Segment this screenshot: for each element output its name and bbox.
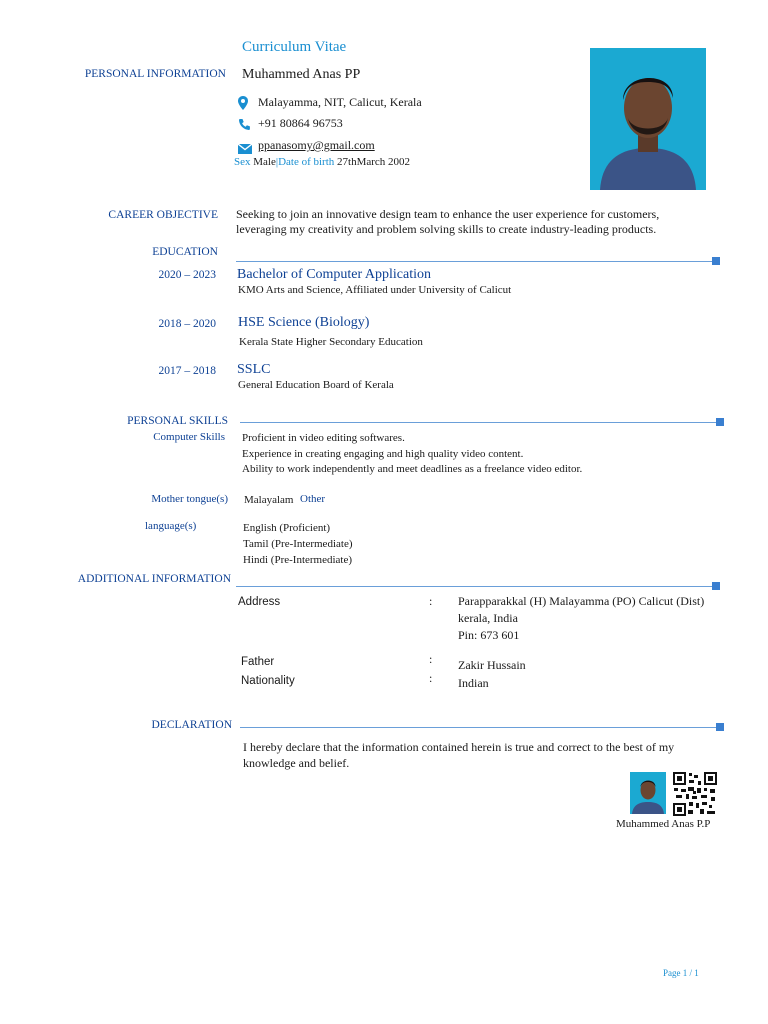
language-item: Tamil (Pre-Intermediate) <box>243 538 353 550</box>
section-label-personal-skills: PERSONAL SKILLS <box>127 415 228 427</box>
languages-list <box>243 520 352 568</box>
section-label-declaration: DECLARATION <box>151 719 232 731</box>
language-item: Hindi (Pre-Intermediate) <box>243 554 353 566</box>
section-label-education: EDUCATION <box>152 246 218 258</box>
skill-line: Experience in creating engaging and high quality video content. <box>242 447 524 460</box>
declaration-rule <box>240 727 722 728</box>
education-years: 2017 – 2018 <box>158 365 216 377</box>
objective-line-1: Seeking to join an innovative design team to enhance the user experience for customers, <box>236 207 660 221</box>
sex-value: Male <box>253 156 276 168</box>
education-institute: Kerala State Higher Secondary Education <box>239 336 423 348</box>
languages-label: language(s) <box>145 520 197 532</box>
mother-tongue-label: Mother tongue(s) <box>151 493 228 505</box>
sex-dob-line <box>234 156 410 168</box>
skills-rule <box>240 422 722 423</box>
section-label-career-objective: CAREER OBJECTIVE <box>108 209 218 221</box>
phone-text: +91 80864 96753 <box>258 116 343 130</box>
address-line: Parapparakkal (H) Malayamma (PO) Calicut (Dist) <box>458 594 705 608</box>
skill-line: Proficient in video editing softwares. <box>242 432 405 444</box>
signature-photo <box>630 772 666 814</box>
location-pin-icon <box>237 96 249 115</box>
declaration-line-2: knowledge and belief. <box>243 756 350 770</box>
qr-code-icon <box>673 772 717 816</box>
separator: | <box>275 156 279 168</box>
computer-skills-list <box>242 431 582 478</box>
education-institute: KMO Arts and Science, Affiliated under University of Calicut <box>238 284 512 296</box>
email-link[interactable]: ppanasomy@gmail.com <box>258 138 375 152</box>
education-institute: General Education Board of Kerala <box>238 379 394 391</box>
education-degree: SSLC <box>237 362 271 377</box>
mother-tongue-value: Malayalam <box>244 494 294 506</box>
colon: : <box>429 594 433 608</box>
profile-photo <box>590 48 706 190</box>
dob-label: Date of birth <box>278 156 335 168</box>
location-text: Malayamma, NIT, Calicut, Kerala <box>258 95 422 109</box>
skill-line: Ability to work independently and meet deadlines as a freelance video editor. <box>242 463 583 475</box>
phone-icon <box>238 118 251 136</box>
sex-label: Sex <box>234 156 251 168</box>
career-objective-text <box>236 207 710 237</box>
section-label-personal-information: PERSONAL INFORMATION <box>84 68 226 80</box>
education-years: 2018 – 2020 <box>158 318 216 330</box>
education-years: 2020 – 2023 <box>158 269 216 281</box>
dob-value: 27thMarch 2002 <box>337 156 411 168</box>
education-rule <box>236 261 718 262</box>
other-label: Other <box>300 493 326 505</box>
address-label: Address <box>238 596 281 608</box>
father-label: Father <box>241 656 275 668</box>
address-line: Pin: 673 601 <box>458 628 520 642</box>
person-name: Muhammed Anas PP <box>242 67 361 82</box>
address-line: kerala, India <box>458 611 518 625</box>
father-value: Zakir Hussain <box>458 658 526 672</box>
language-item: English (Proficient) <box>243 522 331 534</box>
declaration-text <box>243 739 717 771</box>
education-degree: Bachelor of Computer Application <box>237 267 432 282</box>
colon: : <box>429 671 433 685</box>
declaration-line-1: I hereby declare that the information contained herein is true and correct to the best of my <box>243 740 675 754</box>
education-degree: HSE Science (Biology) <box>238 315 370 330</box>
page-number: Page 1 / 1 <box>663 968 699 978</box>
address-value <box>458 593 704 644</box>
nationality-label: Nationality <box>241 675 295 687</box>
nationality-value: Indian <box>458 676 489 690</box>
objective-line-2: leveraging my creativity and problem solving skills to create industry-leading products. <box>236 222 657 236</box>
signature-name: Muhammed Anas P.P <box>616 818 711 830</box>
computer-skills-label: Computer Skills <box>153 431 225 443</box>
section-label-additional-information: ADDITIONAL INFORMATION <box>77 573 231 585</box>
colon: : <box>429 652 433 666</box>
page-title: Curriculum Vitae <box>242 39 347 55</box>
additional-rule <box>236 586 718 587</box>
